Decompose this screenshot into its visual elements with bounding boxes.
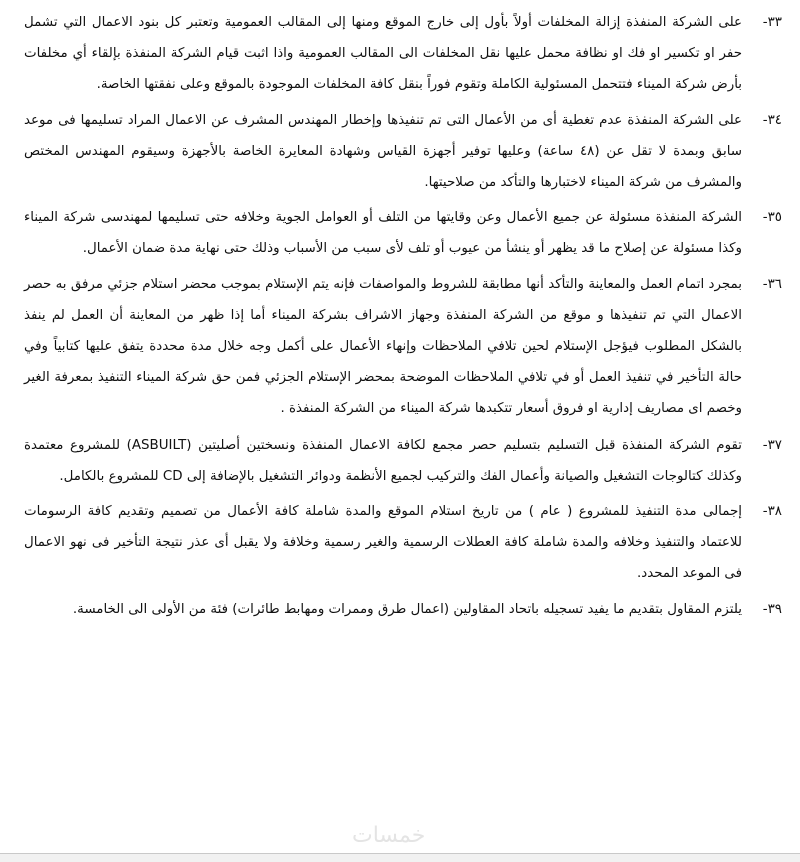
- clause-number: ٣٦-: [762, 276, 782, 292]
- clause-text: يلتزم المقاول بتقديم ما يفيد تسجيله باتحاد المقاولين (اعمال طرق وممرات ومهابط طائرات) فئة من الأولى الى الخامسة.: [72, 601, 742, 617]
- clause-number: ٣٨-: [762, 504, 782, 520]
- clause-text: إجمالى مدة التنفيذ للمشروع ( عام ) من تاريخ استلام الموقع والمدة شاملة كافة الأعمال من تصميم وتقديم كافة الرسومات للاعتماد والتنفيذ وخلافه والمدة شاملة كافة العطلات الرسمية والغير رسمية وخلافة ولا يقبل أى عذر نتيجة التأخير فى نهو الاعمال فى الموعد المحدد.: [24, 504, 742, 582]
- clause-number: ٣٩-: [762, 601, 782, 617]
- clause-37: [0, 430, 800, 492]
- clause-number: ٣٥-: [762, 210, 782, 226]
- clause-text: تقوم الشركة المنفذة قبل التسليم بتسليم حصر مجمع لكافة الاعمال المنفذة ونسختين أصليتين (ASBUILT) للمشروع معتمدة وكذلك كتالوجات التشغيل والصيانة وأعمال الفك والتركيب لجميع الأنظمة ودوائر التشغيل بالإضافة إلى CD للمشروع بالكامل.: [24, 437, 742, 484]
- clause-number: ٣٧-: [762, 437, 782, 453]
- clause-number: ٣٣-: [762, 15, 782, 30]
- clause-39: [0, 594, 800, 625]
- clause-38: [0, 496, 800, 590]
- clause-35: [0, 202, 800, 264]
- clause-number: ٣٤-: [762, 112, 782, 128]
- document-page: [0, 4, 800, 625]
- clause-text: على الشركة المنفذة إزالة المخلفات أولاً بأول إلى خارج الموقع ومنها إلى المقالب العمومية وتعتبر كل بنود الاعمال التي تشمل حفر او تكسير او فك او نظافة محمل عليها نقل المخلفات الى المقالب العمومية واذا اثبت قيام الشركة المنفذة بإلقاء أي مخلفات بأرض شركة الميناء فتتحمل المسئولية الكاملة وتقوم فوراً بنقل كافة المخلفات الموجودة بالموقع وعلى نفقتها الخاصة.: [24, 15, 742, 93]
- clause-34: [0, 105, 800, 199]
- clause-36: [0, 269, 800, 425]
- clause-text: بمجرد اتمام العمل والمعاينة والتأكد أنها مطابقة للشروط والمواصفات فإنه يتم الإستلام بموجب محضر استلام جزئي مرفق به حصر الاعمال التي تم تنفيذها و موقع من الشركة المنفذة وجهاز الاشراف بشركة الميناء أما إذا ظهر من المعاينة أن العمل لم ينفذ بالشكل المطلوب فيؤجل الإستلام لحين تلافي الملاحظات وإنهاء الأعمال على أكمل وجه خلال مدة محددة يتفق عليها كتابياً وفي حالة التأخير في تنفيذ العمل أو في تلافي الملاحظات الموضحة بمحضر الإستلام الجزئي فمن حق شركة الميناء التنفيذ بمعرفة الغير وخصم اى مصاريف إدارية او فروق أسعار تتكبدها شركة الميناء من الشركة المنفذة .: [24, 276, 742, 417]
- clause-text: على الشركة المنفذة عدم تغطية أى من الأعمال التى تم تنفيذها وإخطار المهندس المشرف عن الاعمال المراد تسليمها فى موعد سابق وبمدة لا تقل عن (٤٨ ساعة) وعليها توفير أجهزة القياس وشهادة المعايرة الخاصة بالأجهزة وسيقوم المهندس المختص والمشرف من شركة الميناء لاختبارها والتأكد من صلاحيتها.: [24, 112, 742, 191]
- bottom-edge-bar: [0, 853, 800, 862]
- clause-33: [0, 7, 800, 101]
- clause-text: الشركة المنفذة مسئولة عن جميع الأعمال وعن وقايتها من التلف أو العوامل الجوية وخلافه حتى تسليمها لمهندسى شركة الميناء وكذا مسئولة عن إصلاح ما قد يظهر أو ينشأ من عيوب أو تلف لأى سبب من الأسباب وذلك حتى نهاية مدة ضمان الأعمال.: [24, 210, 742, 257]
- watermark: خمسات: [352, 823, 426, 848]
